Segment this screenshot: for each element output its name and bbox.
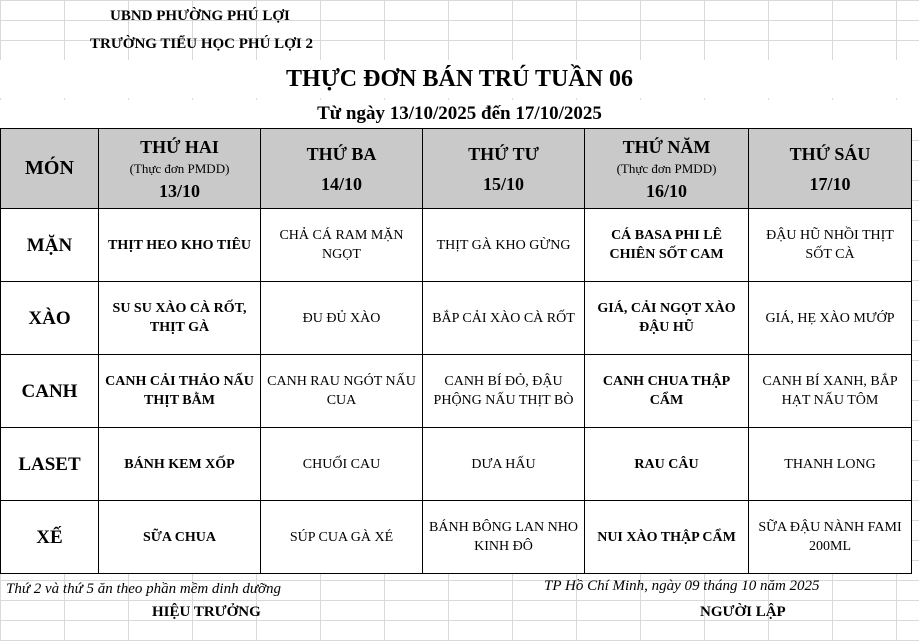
row-label-xao: XÀO	[1, 282, 99, 355]
day-name: THỨ HAI	[140, 136, 219, 157]
day-date: 13/10	[158, 180, 200, 201]
dish-column-header: MÓN	[1, 129, 99, 209]
menu-cell: CANH CHUA THẬP CẨM	[585, 355, 749, 428]
menu-cell: ĐU ĐỦ XÀO	[261, 282, 423, 355]
signer-principal: HIỆU TRƯỞNG	[152, 604, 261, 620]
menu-cell: SỮA ĐẬU NÀNH FAMI 200ML	[749, 501, 912, 574]
day-date: 17/10	[809, 173, 851, 194]
table-row	[1, 428, 912, 501]
menu-cell: THANH LONG	[749, 428, 912, 501]
table-row	[1, 282, 912, 355]
menu-cell: THỊT GÀ KHO GỪNG	[423, 209, 585, 282]
day-name: THỨ TƯ	[468, 143, 539, 164]
table-row	[1, 355, 912, 428]
day-date: 14/10	[320, 173, 362, 194]
menu-cell: BẮP CẢI XÀO CÀ RỐT	[423, 282, 585, 355]
day-date: 16/10	[645, 180, 687, 201]
menu-cell: SÚP CUA GÀ XÉ	[261, 501, 423, 574]
row-label-laset: LASET	[1, 428, 99, 501]
day-name: THỨ NĂM	[622, 136, 711, 157]
row-label-xe: XẾ	[1, 501, 99, 574]
menu-cell: ĐẬU HŨ NHỒI THỊT SỐT CÀ	[749, 209, 912, 282]
day-header-thu	[585, 129, 749, 209]
day-header-tue	[261, 129, 423, 209]
day-date: 15/10	[482, 173, 524, 194]
row-label-man: MẶN	[1, 209, 99, 282]
menu-cell: CANH RAU NGÓT NẤU CUA	[261, 355, 423, 428]
menu-cell: GIÁ, CẢI NGỌT XÀO ĐẬU HŨ	[585, 282, 749, 355]
footnote: Thứ 2 và thứ 5 ăn theo phần mềm dinh dưỡng	[6, 581, 282, 597]
date-range: Từ ngày 13/10/2025 đến 17/10/2025	[0, 100, 919, 128]
menu-cell: RAU CÂU	[585, 428, 749, 501]
day-note: (Thực đơn PMDD)	[129, 160, 230, 176]
menu-cell: CHẢ CÁ RAM MẶN NGỌT	[261, 209, 423, 282]
page-title: THỰC ĐƠN BÁN TRÚ TUẦN 06	[0, 60, 919, 98]
menu-cell: SU SU XÀO CÀ RỐT, THỊT GÀ	[99, 282, 261, 355]
menu-cell: DƯA HẤU	[423, 428, 585, 501]
menu-table	[0, 128, 912, 574]
menu-cell: CÁ BASA PHI LÊ CHIÊN SỐT CAM	[585, 209, 749, 282]
signer-preparer: NGƯỜI LẬP	[700, 604, 786, 620]
row-label-canh: CANH	[1, 355, 99, 428]
table-row	[1, 209, 912, 282]
menu-cell: THỊT HEO KHO TIÊU	[99, 209, 261, 282]
day-header-fri	[749, 129, 912, 209]
day-name: THỨ SÁU	[789, 143, 871, 164]
org-line-2: TRƯỜNG TIỂU HỌC PHÚ LỢI 2	[90, 36, 313, 52]
org-line-1: UBND PHƯỜNG PHÚ LỢI	[110, 8, 290, 24]
menu-cell: BÁNH BÔNG LAN NHO KINH ĐÔ	[423, 501, 585, 574]
table-row	[1, 501, 912, 574]
header-row	[1, 129, 912, 209]
day-note: (Thực đơn PMDD)	[616, 160, 717, 176]
day-header-mon	[99, 129, 261, 209]
menu-cell: NUI XÀO THẬP CẨM	[585, 501, 749, 574]
day-header-wed	[423, 129, 585, 209]
menu-cell: CANH CẢI THẢO NẤU THỊT BẰM	[99, 355, 261, 428]
menu-cell: CANH BÍ ĐỎ, ĐẬU PHỘNG NẤU THỊT BÒ	[423, 355, 585, 428]
place-date: TP Hồ Chí Minh, ngày 09 tháng 10 năm 2025	[544, 578, 820, 594]
day-name: THỨ BA	[306, 143, 377, 164]
menu-cell: GIÁ, HẸ XÀO MƯỚP	[749, 282, 912, 355]
menu-cell: SỮA CHUA	[99, 501, 261, 574]
menu-cell: CANH BÍ XANH, BẮP HẠT NẤU TÔM	[749, 355, 912, 428]
menu-cell: CHUỐI CAU	[261, 428, 423, 501]
menu-cell: BÁNH KEM XỐP	[99, 428, 261, 501]
